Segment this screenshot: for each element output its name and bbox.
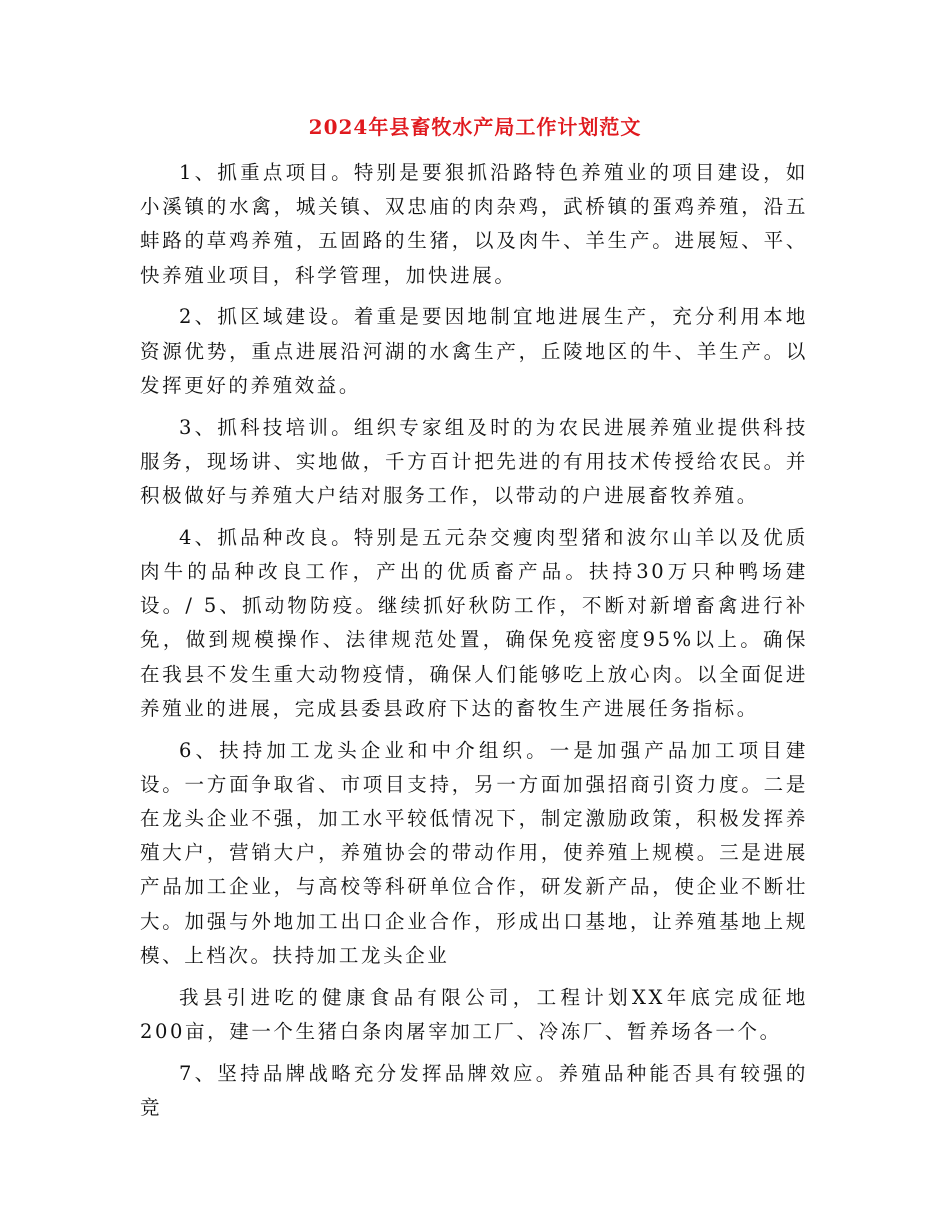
document-body	[140, 156, 808, 1133]
paragraph-3: 3、抓科技培训。组织专家组及时的为农民进展养殖业提供科技服务，现场讲、实地做，千方百计把先进的有用技术传授给农民。并积极做好与养殖大户结对服务工作，以带动的户进展畜牧养殖。	[140, 415, 808, 508]
paragraph-5: 6、扶持加工龙头企业和中介组织。一是加强产品加工项目建设。一方面争取省、市项目支持，另一方面加强招商引资力度。二是在龙头企业不强，加工水平较低情况下，制定激励政策，积极发挥养殖大户，营销大户，养殖协会的带动作用，使养殖上规模。三是进展产品加工企业，与高校等科研单位合作，研发新产品，使企业不断壮大。加强与外地加工出口企业合作，形成出口基地，让养殖基地上规模、上档次。扶持加工龙头企业	[140, 738, 808, 967]
paragraph-1: 1、抓重点项目。特别是要狠抓沿路特色养殖业的项目建设，如小溪镇的水禽，城关镇、双忠庙的肉杂鸡，武桥镇的蛋鸡养殖，沿五蚌路的草鸡养殖，五固路的生猪，以及肉牛、羊生产。进展短、平、快养殖业项目，科学管理，加快进展。	[140, 161, 808, 287]
paragraph-6: 我县引进吃的健康食品有限公司，工程计划XX年底完成征地200亩，建一个生猪白条肉屠宰加工厂、冷冻厂、暂养场各一个。	[140, 985, 808, 1043]
paragraph-2: 2、抓区域建设。着重是要因地制宜地进展生产，充分利用本地资源优势，重点进展沿河湖的水禽生产，丘陵地区的牛、羊生产。以发挥更好的养殖效益。	[140, 305, 808, 397]
paragraph-7: 7、坚持品牌战略充分发挥品牌效应。养殖品种能否具有较强的竞	[140, 1061, 808, 1119]
document-title: 2024年县畜牧水产局工作计划范文	[308, 115, 642, 139]
paragraph-4: 4、抓品种改良。特别是五元杂交瘦肉型猪和波尔山羊以及优质肉牛的品种改良工作，产出的优质畜产品。扶持30万只种鸭场建设。/ 5、抓动物防疫。继续抓好秋防工作，不断对新增畜禽进行补免，做到规模操作、法律规范处置，确保免疫密度95%以上。确保在我县不发生重大动物疫情，确保人们能够吃上放心肉。以全面促进养殖业的进展，完成县委县政府下达的畜牧生产进展任务指标。	[140, 525, 808, 720]
